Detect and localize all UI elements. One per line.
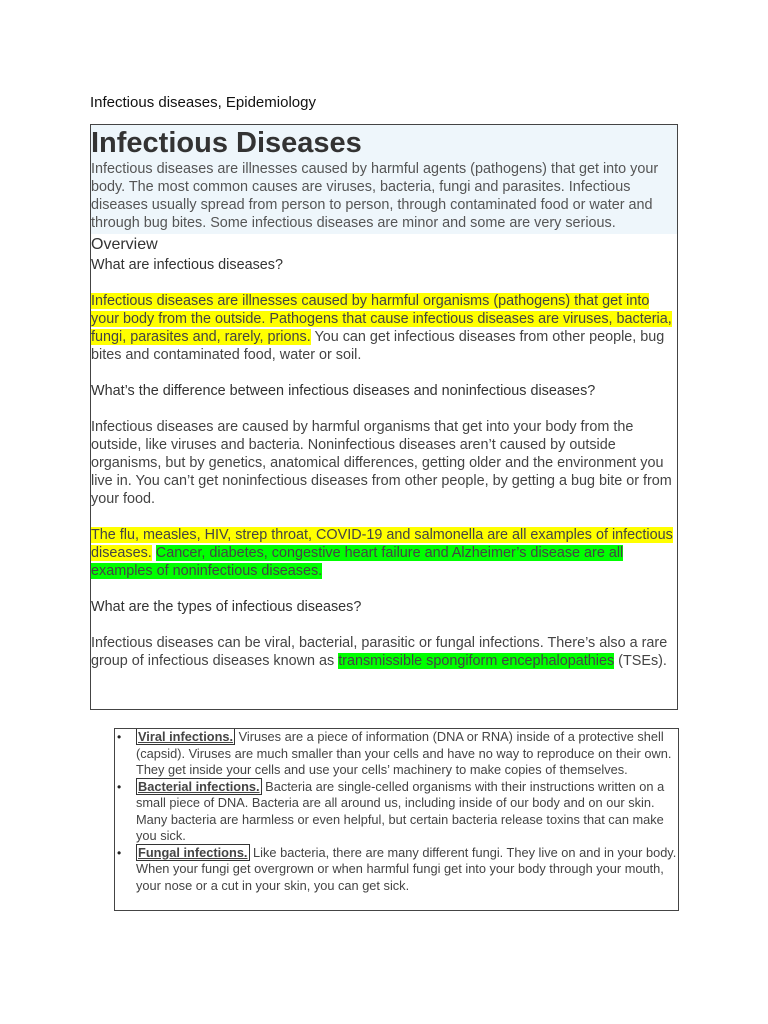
types-intro: Infectious diseases can be viral, bacterial, parasitic or fungal infections. There’s also a rare group of infectious diseases known as [91, 635, 668, 669]
term-viral: Viral infections. [138, 729, 234, 744]
infection-types-list [115, 729, 678, 894]
definition-paragraph [91, 292, 677, 364]
tse-highlight: transmissible spongiform encephalopathies [338, 653, 615, 669]
term-fungal: Fungal infections. [138, 844, 248, 860]
definition-rest: You can get infectious diseases from other people, bug bites and contaminated food, water or soil. [91, 329, 665, 363]
bullet-icon: • [117, 730, 122, 744]
list-item-bacterial [115, 779, 678, 845]
text-viral: Viruses are a piece of information (DNA or RNA) inside of a protective shell (capsid). Viruses are much smaller than your cells and have no way to reproduce on their own. They get inside your cells and use your cells’ machinery to make copies of themselves. [136, 729, 672, 777]
bullet-icon: • [117, 845, 122, 860]
article-title: Infectious Diseases [91, 127, 362, 159]
text-fungal: Like bacteria, there are many different fungi. They live on and in your body. When your fungi get overgrown or when harmful fungi get into your body through your mouth, your nose or a cut in your skin, you can get sick. [136, 844, 677, 893]
bullet-icon: • [117, 779, 122, 794]
term-bacterial: Bacterial infections. [138, 778, 260, 794]
noninfectious-examples: Cancer, diabetes, congestive heart failure and Alzheimer’s disease are all examples of noninfectious diseases. [91, 545, 624, 579]
intro-block [91, 125, 677, 234]
question-types: What are the types of infectious diseases? [91, 599, 362, 615]
question-what-are: What are infectious diseases? [91, 257, 283, 273]
overview-heading: Overview [91, 236, 158, 253]
infectious-examples: The flu, measles, HIV, strep throat, COVID-19 and salmonella are all examples of infectious diseases. [91, 527, 673, 561]
article-box [90, 124, 678, 710]
highlighted-definition: Infectious diseases are illnesses caused by harmful organisms (pathogens) that get into your body from the outside. Pathogens that cause infectious diseases are viruses, bacteria, fungi, parasites and, rarely, prions. [91, 293, 672, 345]
list-item-fungal [115, 845, 678, 895]
difference-paragraph: Infectious diseases are caused by harmful organisms that get into your body from the outside, like viruses and bacteria. Noninfectious diseases aren’t caused by outside organisms, but by genetics, anatomical differences, getting older and the environment you live in. You can’t get noninfectious diseases from other people, by getting a bug bite or from your food. [91, 419, 672, 507]
list-item-viral [115, 729, 678, 779]
examples-paragraph [91, 526, 677, 580]
text-bacterial: Bacteria are single-celled organisms with their instructions written on a small piece of DNA. Bacteria are all around us, including inside of our body and on our skin. Many bacteria are harmless or even helpful, but certain bacteria release toxins that can make you sick. [136, 778, 665, 843]
infection-types-box [114, 728, 679, 911]
document-heading: Infectious diseases, Epidemiology [90, 94, 316, 111]
question-difference: What’s the difference between infectious diseases and noninfectious diseases? [91, 383, 596, 399]
intro-paragraph: Infectious diseases are illnesses caused by harmful agents (pathogens) that get into your body. The most common causes are viruses, bacteria, fungi and parasites. Infectious diseases usually spread from person to person, through contaminated food or water and through bug bites. Some infectious diseases are minor and some are very serious. [91, 161, 659, 231]
types-paragraph [91, 634, 677, 670]
types-end: (TSEs). [614, 653, 667, 669]
